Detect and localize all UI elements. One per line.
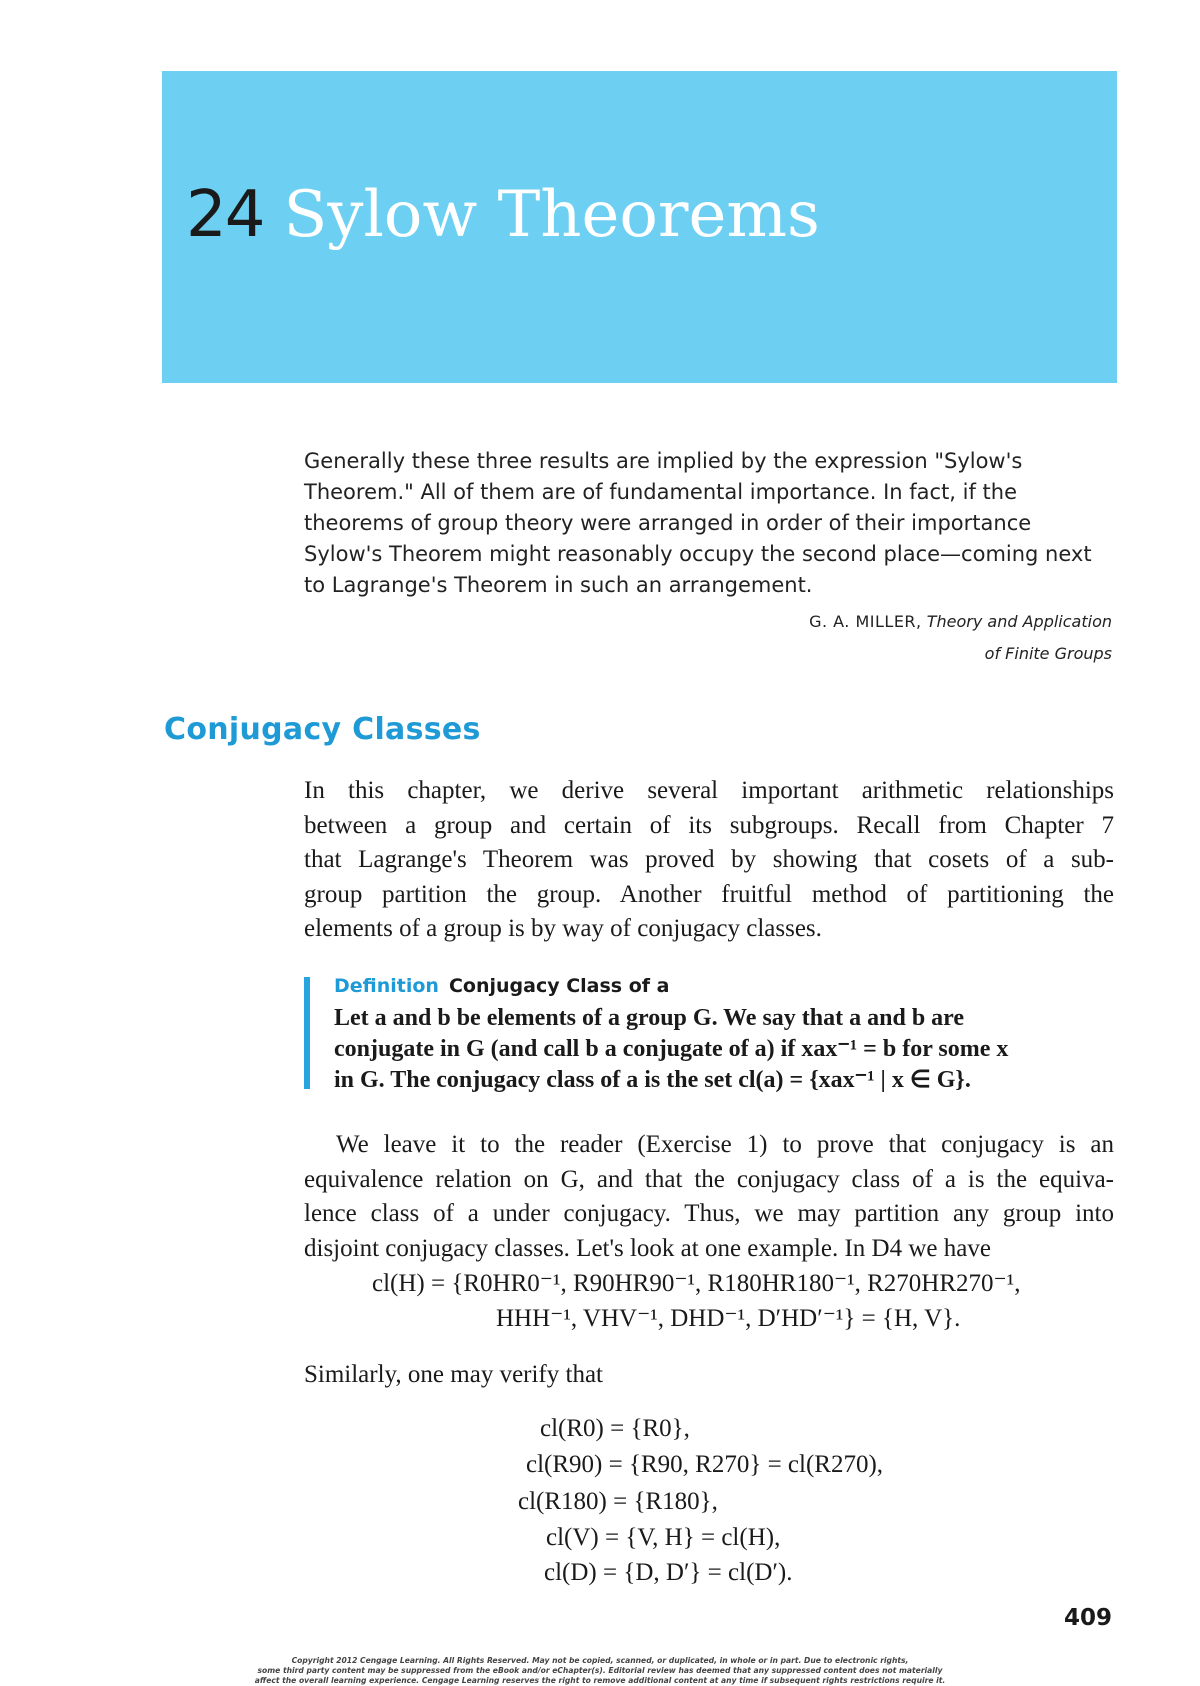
definition-body bbox=[334, 1003, 1008, 1096]
definition-title: Conjugacy Class of a bbox=[448, 975, 670, 997]
chapter-number: 24 bbox=[186, 178, 264, 252]
epigraph-author: G. A. MILLER, bbox=[809, 612, 922, 631]
paragraph-line: lence class of a under conjugacy. Thus, we may partition any group into bbox=[304, 1200, 1114, 1227]
epigraph-work: Theory and Application bbox=[926, 612, 1112, 631]
equation-cl-v: cl(V) = {V, H} = cl(H), bbox=[546, 1524, 781, 1551]
intro-paragraph bbox=[304, 774, 1114, 947]
body-paragraph bbox=[304, 1128, 1114, 1266]
equation-cl-h-line1: cl(H) = {R0HR0⁻¹, R90HR90⁻¹, R180HR180⁻¹, R270HR270⁻¹, bbox=[372, 1270, 1021, 1297]
chapter-name: Sylow Theorems bbox=[283, 178, 820, 252]
copyright-notice bbox=[0, 1656, 1200, 1686]
equation-cl-r90: cl(R90) = {R90, R270} = cl(R270), bbox=[526, 1451, 884, 1478]
definition-line: in G. The conjugacy class of a is the set cl(a) = {xax⁻¹ | x ∈ G}. bbox=[334, 1067, 971, 1093]
epigraph-line: to Lagrange's Theorem in such an arrangement. bbox=[304, 573, 813, 597]
paragraph-line: equivalence relation on G, and that the conjugacy class of a is the equiva- bbox=[304, 1165, 1114, 1193]
paragraph-line: group partition the group. Another fruitful method of partitioning the bbox=[304, 880, 1114, 908]
copyright-line: some third party content may be suppressed from the eBook and/or eChapter(s). Editorial review has deemed that any suppressed content does not materially bbox=[257, 1666, 943, 1675]
equation-cl-r0: cl(R0) = {R0}, bbox=[540, 1415, 690, 1442]
epigraph-line: Sylow's Theorem might reasonably occupy the second place—coming next bbox=[304, 542, 1092, 566]
equation-cl-h-line2: HHH⁻¹, VHV⁻¹, DHD⁻¹, D′HD′⁻¹} = {H, V}. bbox=[496, 1305, 961, 1332]
paragraph-line: We leave it to the reader (Exercise 1) to prove that conjugacy is an bbox=[336, 1131, 1114, 1158]
epigraph-line: Generally these three results are implied by the expression "Sylow's bbox=[304, 449, 1023, 473]
paragraph-line: between a group and certain of its subgroups. Recall from Chapter 7 bbox=[304, 811, 1114, 839]
similarly-text bbox=[304, 1358, 1114, 1393]
definition-heading bbox=[334, 975, 669, 997]
definition-label: Definition bbox=[334, 975, 439, 997]
definition-line: Let a and b be elements of a group G. We say that a and b are bbox=[334, 1005, 965, 1031]
equation-cl-r180: cl(R180) = {R180}, bbox=[518, 1488, 718, 1515]
epigraph-work-cont: of Finite Groups bbox=[984, 644, 1112, 663]
copyright-line: Copyright 2012 Cengage Learning. All Rights Reserved. May not be copied, scanned, or duplicated, in whole or in part. Due to electronic rights, bbox=[291, 1656, 909, 1665]
page-number: 409 bbox=[1063, 1605, 1112, 1631]
definition-line: conjugate in G (and call b a conjugate of a) if xax⁻¹ = b for some x bbox=[334, 1036, 1009, 1062]
epigraph bbox=[304, 446, 1114, 601]
definition-accent-bar bbox=[304, 977, 310, 1089]
paragraph-line: that Lagrange's Theorem was proved by showing that cosets of a sub- bbox=[304, 846, 1114, 873]
similarly-line: Similarly, one may verify that bbox=[304, 1361, 603, 1388]
chapter-title bbox=[186, 178, 820, 252]
paragraph-line: disjoint conjugacy classes. Let's look at one example. In D4 we have bbox=[304, 1234, 991, 1262]
epigraph-line: Theorem." All of them are of fundamental importance. In fact, if the bbox=[304, 480, 1018, 504]
copyright-line: affect the overall learning experience. Cengage Learning reserves the right to remove additional content at any time if subsequent rights restrictions require it. bbox=[254, 1676, 946, 1685]
section-heading: Conjugacy Classes bbox=[164, 712, 481, 747]
epigraph-line: theorems of group theory were arranged in order of their importance bbox=[304, 511, 1032, 535]
epigraph-attribution bbox=[809, 606, 1112, 670]
equation-cl-d: cl(D) = {D, D′} = cl(D′). bbox=[544, 1559, 793, 1586]
paragraph-line: In this chapter, we derive several important arithmetic relationships bbox=[304, 777, 1114, 804]
paragraph-line: elements of a group is by way of conjugacy classes. bbox=[304, 915, 822, 942]
definition-box bbox=[304, 975, 1094, 1092]
